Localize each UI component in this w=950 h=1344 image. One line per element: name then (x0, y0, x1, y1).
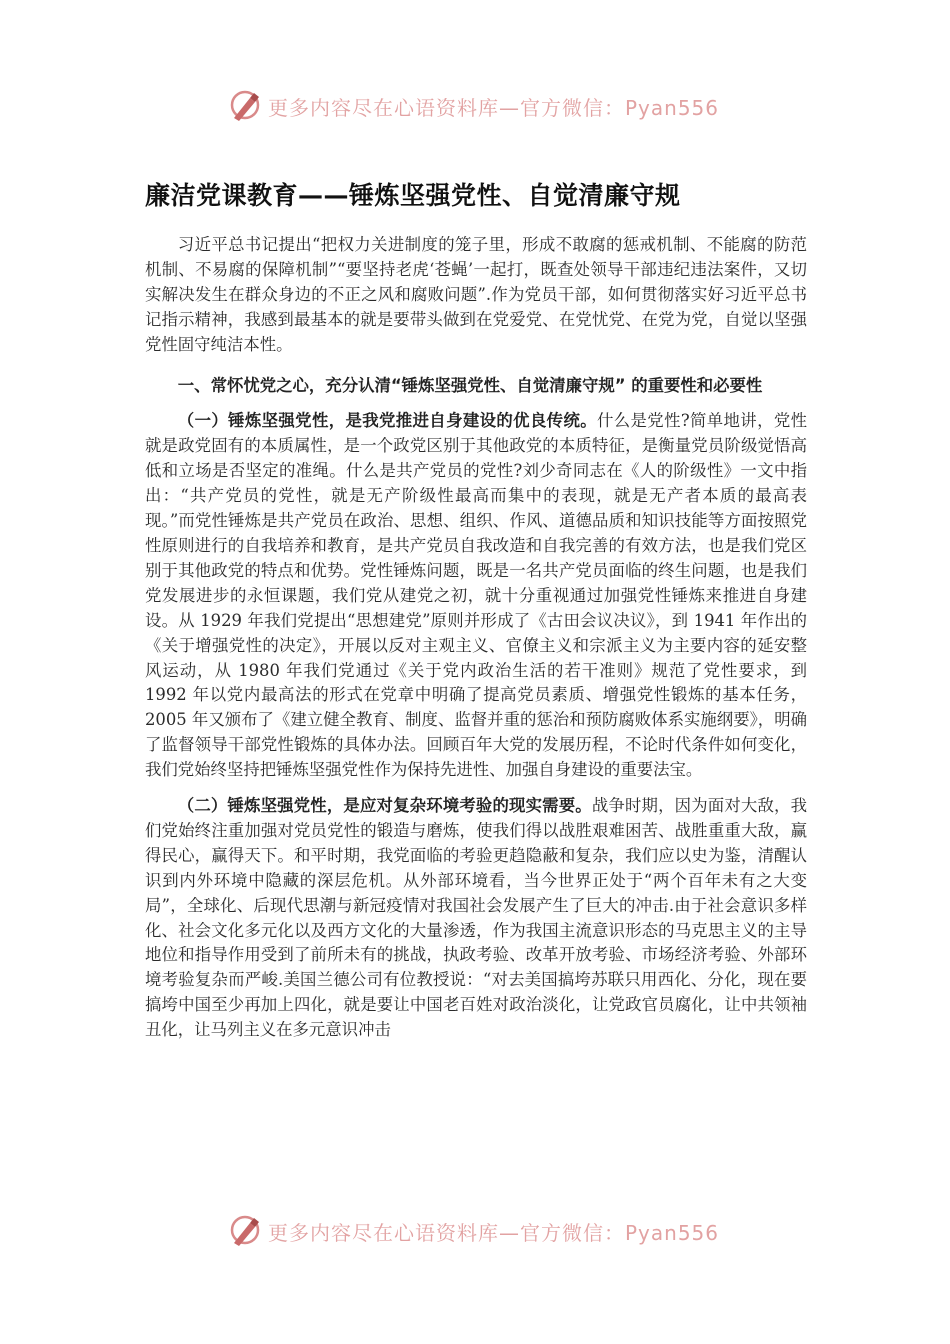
paragraph-2 (145, 794, 807, 1043)
page-title: 廉洁党课教育——锤炼坚强党性、自觉清廉守规 (145, 181, 681, 210)
footer-watermark-banner (228, 1211, 748, 1251)
banner-text: 更多内容尽在心语资料库—官方微信：Pyan556 (268, 1220, 720, 1245)
intro-paragraph: 习近平总书记提出“把权力关进制度的笼子里，形成不敢腐的惩戒机制、不能腐的防范机制、不易腐的保障机制”“要坚持老虎‘苍蝇’一起打，既查处领导干部违纪违法案件，又切实解决发生在群众身边的不正之风和腐败问题”.作为党员干部，如何贯彻落实好习近平总书记指示精神，我感到最基本的就是要带头做到在党爱党、在党忧党、在党为党，自觉以坚强党性固守纯洁本性。 (145, 235, 807, 354)
section-heading: 一、常怀忧党之心，充分认清“锤炼坚强党性、自觉清廉守规” 的重要性和必要性 (177, 375, 763, 395)
document-body (145, 233, 807, 1054)
banner-text: 更多内容尽在心语资料库—官方微信：Pyan556 (268, 95, 720, 120)
paragraph-1-lead: （一）锤炼坚强党性，是我党推进自身建设的优良传统。 (177, 411, 597, 431)
paragraph-2-body: 战争时期，因为面对大敌，我们党始终注重加强对党员党性的锻造与磨炼，使我们得以战胜艰难困苦、战胜重重大敌，赢得民心，赢得天下。和平时期，我党面临的考验更趋隐蔽和复杂，我们应以史为鉴，清醒认识到内外环境中隐藏的深层危机。从外部环境看，当今世界正处于“两个百年未有之大变局”，全球化、后现代思潮与新冠疫情对我国社会发展产生了巨大的冲击.由于社会意识多样化、社会文化多元化以及西方文化的大量渗透，作为我国主流意识形态的马克思主义的主导地位和指导作用受到了前所未有的挑战，执政考验、改革开放考验、市场经济考验、外部环境考验复杂而严峻.美国兰德公司有位教授说：“对去美国搞垮苏联只用西化、分化，现在要搞垮中国至少再加上四化，就是要让中国老百姓对政治淡化，让党政官员腐化，让中共领袖丑化，让马列主义在多元意识冲击 (145, 796, 807, 1040)
paragraph-1-body: 什么是党性?简单地讲，党性就是政党固有的本质属性，是一个政党区别于其他政党的本质特征，是衡量党员阶级觉悟高低和立场是否坚定的准绳。什么是共产党员的党性?刘少奇同志在《人的阶级性》一文中指出：“共产党员的党性，就是无产阶级性最高而集中的表现，就是无产者本质的最高表现。”而党性锤炼是共产党员在政治、思想、组织、作风、道德品质和知识技能等方面按照党性原则进行的自我培养和教育，是共产党员自我改造和自我完善的有效方法，也是我们党区别于其他政党的特点和优势。党性锤炼问题，既是一名共产党员面临的终生问题，也是我们党发展进步的永恒课题，我们党从建党之初，就十分重视通过加强党性锤炼来推进自身建设。从 1929 年我们党提出“思想建党”原则并形成了《古田会议决议》，到 1941 年作出的《关于增强党性的决定》，开展以反对主观主义、官僚主义和宗派主义为主要内容的延安整风运动，从 1980 年我们党通过《关于党内政治生活的若干准则》规范了党性要求，到 1992 年以党内最高法的形式在党章中明确了提高党员素质、增强党性锻炼的基本任务，2005 年又颁布了《建立健全教育、制度、监督并重的惩治和预防腐败体系实施纲要》，明确了监督领导干部党性锻炼的具体办法。回顾百年大党的发展历程，不论时代条件如何变化，我们党始终坚持把锤炼坚强党性作为保持先进性、加强自身建设的重要法宝。 (145, 411, 807, 780)
paragraph-2-lead: （二）锤炼坚强党性，是应对复杂环境考验的现实需要。 (177, 796, 592, 816)
paragraph-1 (145, 409, 807, 783)
header-watermark-banner (228, 86, 748, 126)
pen-logo-icon (228, 1213, 264, 1249)
pen-logo-icon (228, 88, 264, 124)
